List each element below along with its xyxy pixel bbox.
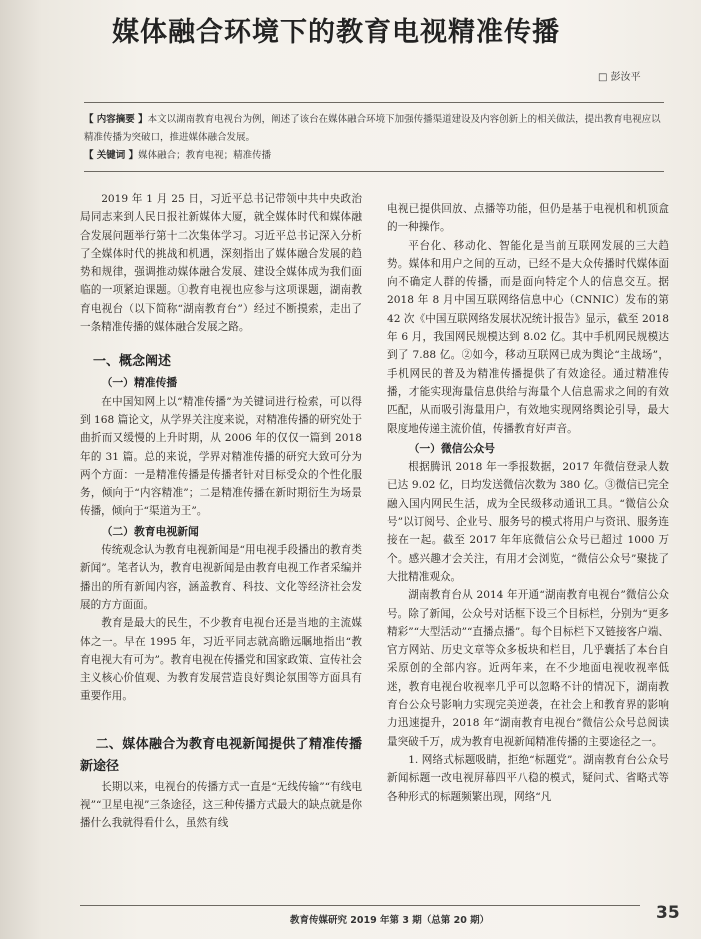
author-byline: □ 彭汝平	[598, 72, 641, 83]
abstract-top-rule	[84, 102, 664, 103]
abstract-bottom-rule	[84, 171, 664, 172]
abstract-block	[84, 111, 664, 165]
section-1-paragraph-1: 在中国知网上以“精准传播”为关键词进行检索，可以得到 168 篇论文，从学界关注度来说，对精准传播的研究处于曲折而又缓慢的上升时期，从 2006 年的仅仅一篇到 2018 年的 31 篇。总的来说，学界对精准传播的研究大致可分为两个方面：一是精准传播是传播者针对目标受众的个性化服务，倾向于“内容精准”；二是精准传播在新时期衍生为场景传播，倾向于“渠道为王”。	[80, 395, 362, 518]
wechat-stats-paragraph: 根据腾讯 2018 年一季报数据，2017 年微信登录人数已达 9.02 亿，日均发送微信次数为 380 亿。③微信已完全融入国内网民生活，成为全民级移动通讯工具。“微信公众号”以订阅号、企业号、服务号的模式将用户与资讯、服务连接在一起。截至 2017 年年底微信公众号已超过 1000 万个。感兴趣才会关注，有用才会浏览，“微信公众号”聚拢了大批精准观众。	[387, 461, 669, 583]
right-column	[387, 200, 669, 806]
page-number: 35	[656, 903, 680, 923]
left-column	[80, 190, 362, 833]
continued-paragraph: 电视已提供回放、点播等功能，但仍是基于电视机和机顶盒的一种操作。	[387, 203, 669, 234]
summary-text: 本文以湖南教育电视台为例，阐述了该台在媒体融合环境下加强传播渠道建设及内容创新上的相关做法，提出教育电视应以精准传播为突破口，推进媒体融合发展。	[84, 114, 661, 143]
keywords-tag: 【 关键词 】	[84, 150, 139, 161]
internet-trends-paragraph: 平台化、移动化、智能化是当前互联网发展的三大趋势。媒体和用户之间的互动，已经不是大众传播时代媒体面向不确定人群的传播，而是面向特定个人的信息交互。据 2018 年 8 月中国互联网络信息中心（CNNIC）发布的第 42 次《中国互联网络发展状况统计报告》显示，截至 2018 年 6 月，我国网民规模达到 8.02 亿。其中手机网民规模达到了 7.88 亿。②如今，移动互联网已成为舆论“主战场”，手机网民的普及为精准传播提供了有效途径。通过精准传播，才能实现海量信息供给与海量个人信息需求之间的有效匹配，从而吸引海量用户，有效地实现网络舆论引导，最大限度地传递主流价值，传播教育好声音。	[387, 239, 669, 435]
wechat-subheading: （一）微信公众号	[408, 441, 495, 455]
keywords-text: 媒体融合；教育电视；精准传播	[138, 150, 272, 161]
journal-footer: 教育传媒研究 2019 年第 3 期（总第 20 期）	[290, 915, 490, 926]
section-1-paragraph-3: 教育是最大的民生，不少教育电视台还是当地的主流媒体之一。早在 1995 年，习近平同志就高瞻远瞩地指出“教育电视大有可为”。教育电视在传播党和国家政策、宣传社会主义核心价值观、为教育发展营造良好舆论氛围等方面具有重要作用。	[80, 617, 362, 703]
section-1-subheading-1: （一）精准传播	[101, 376, 178, 390]
abstract-keywords	[84, 147, 664, 165]
summary-tag: 【 内容摘要 】	[84, 114, 148, 125]
section-2-heading: 二、媒体融合为教育电视新闻提供了精准传播新途径	[80, 736, 362, 774]
article-title: 媒体融合环境下的教育电视精准传播	[112, 17, 560, 48]
section-1-heading: 一、概念阐述	[93, 354, 172, 370]
section-2-paragraph-1: 长期以来，电视台的传播方式一直是“无线传输”“有线电视”“卫星电视”三条途径，这三种传播方式最大的缺点就是你播什么我就得看什么，虽然有线	[80, 780, 362, 830]
intro-paragraph: 2019 年 1 月 25 日，习近平总书记带领中共中央政治局同志来到人民日报社新媒体大厦，就全媒体时代和媒体融合发展问题举行第十二次集体学习。习近平总书记深入分析了全媒体时代的挑战和机遇，深刻指出了媒体融合发展的趋势和规律，强调推动媒体融合发展、建设全媒体成为我们面临的一项紧迫课题。①教育电视也应参与这项课题，湖南教育电视台（以下简称“湖南教育台”）经过不断摸索，走出了一条精准传播的媒体融合发展之路。	[80, 193, 362, 334]
section-1-subheading-2: （二）教育电视新闻	[101, 524, 199, 538]
headline-style-paragraph: 1. 网络式标题吸睛，拒绝“标题党”。湖南教育台公众号新闻标题一改电视屏幕四平八稳的模式，疑问式、省略式等各种形式的标题频繁出现，网络“凡	[387, 753, 669, 803]
abstract-summary	[84, 111, 664, 147]
footer-rule	[80, 905, 640, 906]
hunan-account-paragraph: 湖南教育台从 2014 年开通“湖南教育电视台”微信公众号。除了新闻，公众号对话框下设三个目标栏，分别为“更多精彩”“大型活动”“直播点播”。每个目标栏下又链接客户端、官方网站、历史文章等众多板块和栏目，几乎囊括了本台自采原创的全部内容。近两年来，在不少地面电视收视率低迷，教育电视台收视率几乎可以忽略不计的情况下，湖南教育台公众号影响力实现完美逆袭，在社会上和教育界的影响力迅速提升，2018 年“湖南教育电视台”微信公众号总阅读量突破千万，成为教育电视新闻精准传播的主要途径之一。	[387, 589, 669, 748]
section-1-paragraph-2: 传统观念认为教育电视新闻是“用电视手段播出的教育类新闻”。笔者认为，教育电视新闻是由教育电视工作者采编并播出的所有新闻内容，涵盖教育、科技、文化等经济社会发展的方方面面。	[80, 544, 362, 611]
